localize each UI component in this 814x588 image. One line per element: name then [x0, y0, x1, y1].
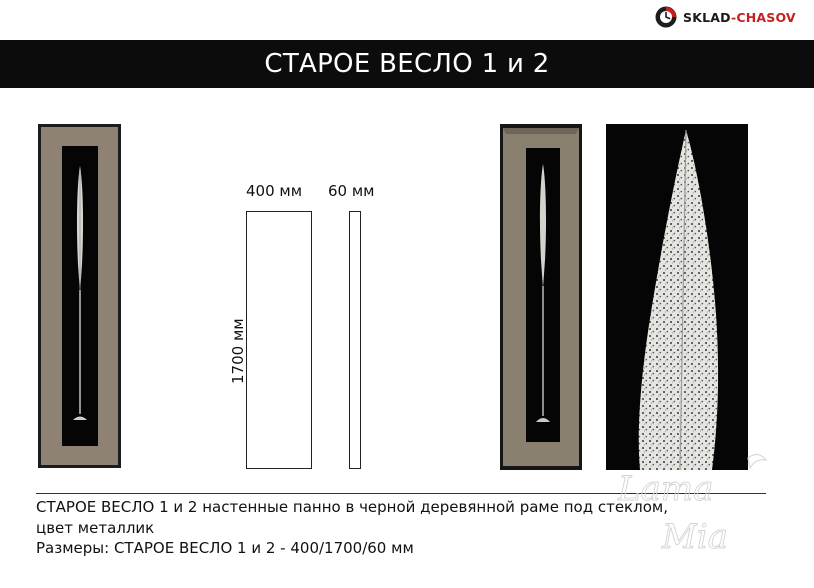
framed-oar-photo-angle: [500, 124, 582, 470]
clock-icon: [655, 6, 677, 28]
height-label: 1700 мм: [229, 318, 247, 384]
title-banner: [0, 40, 814, 88]
brand-name: SKLAD-CHASOV: [683, 9, 796, 25]
description-line-3: Размеры: СТАРОЕ ВЕСЛО 1 и 2 - 400/1700/60 мм: [36, 539, 414, 557]
description-line-1: СТАРОЕ ВЕСЛО 1 и 2 настенные панно в черной деревянной раме под стеклом,: [36, 498, 668, 516]
page-title: СТАРОЕ ВЕСЛО 1 и 2: [264, 49, 550, 79]
side-outline: [349, 211, 361, 469]
depth-label: 60 мм: [328, 182, 375, 200]
width-label: 400 мм: [246, 182, 303, 200]
brand-logo[interactable]: [655, 4, 796, 30]
framed-oar-photo-front: [38, 124, 121, 468]
oar-blade-detail-photo: [606, 124, 748, 470]
svg-text:Lama: Lama: [618, 469, 714, 509]
watermark-logo: [598, 448, 793, 588]
front-outline: [246, 211, 312, 469]
svg-text:Mia: Mia: [662, 517, 728, 557]
description-line-2: цвет металлик: [36, 518, 155, 537]
